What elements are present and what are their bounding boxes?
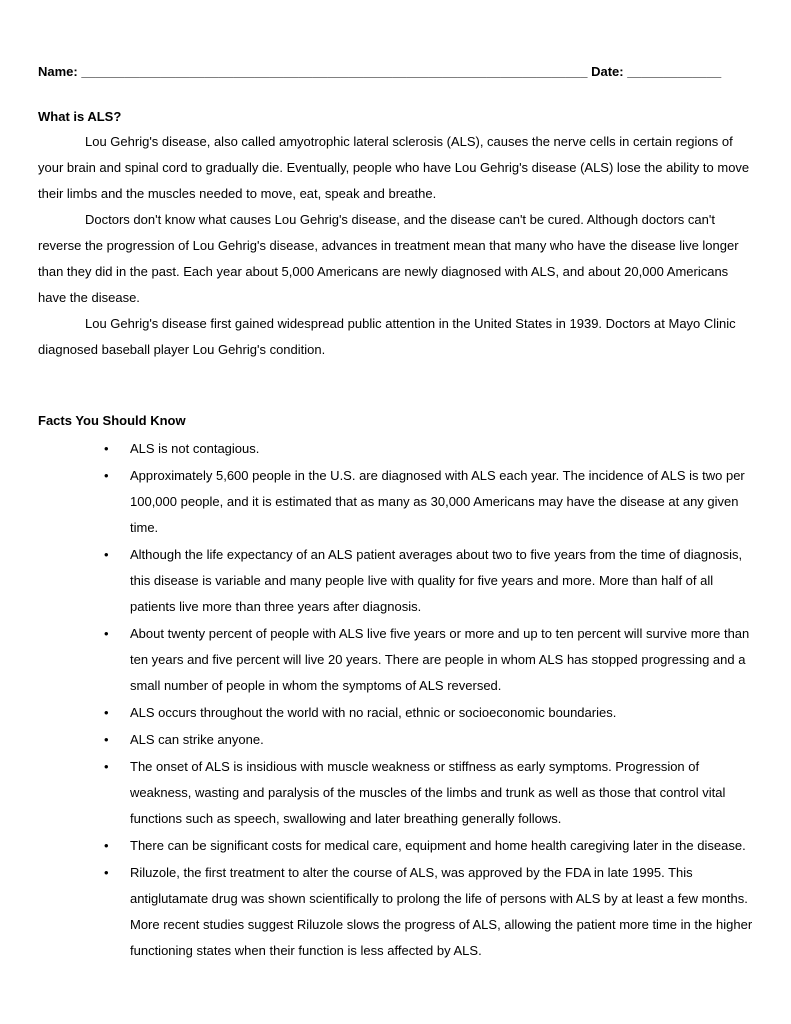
- bullet-icon: •: [104, 759, 109, 774]
- bullet-icon: •: [104, 441, 109, 456]
- bullet-icon: •: [104, 705, 109, 720]
- facts-list: [104, 436, 754, 965]
- list-item: [104, 621, 754, 699]
- bullet-icon: •: [104, 468, 109, 483]
- list-item-text: There can be significant costs for medical care, equipment and home health caregiving later in the disease.: [130, 838, 746, 853]
- list-item-text: ALS is not contagious.: [130, 441, 260, 456]
- paragraph: Doctors don't know what causes Lou Gehrig's disease, and the disease can't be cured. Although doctors can't reverse the progression of Lou Gehrig's disease, advances in treatment mean that many who have the disease live longer than they did in the past. Each year about 5,000 Americans are newly diagnosed with ALS, and about 20,000 Americans have the disease.: [38, 212, 739, 305]
- date-blank-line: _____________: [627, 64, 722, 79]
- bullet-icon: •: [104, 838, 109, 853]
- date-label: Date:: [591, 64, 624, 79]
- list-item-text: Riluzole, the first treatment to alter the course of ALS, was approved by the FDA in late 1995. This antiglutamate drug was shown scientifically to prolong the life of persons with ALS by at least a few months. More recent studies suggest Riluzole slows the progress of ALS, allowing the patient more time in the higher functioning states when their function is less affected by ALS.: [130, 865, 753, 958]
- bullet-icon: •: [104, 626, 109, 641]
- list-item-text: The onset of ALS is insidious with muscle weakness or stiffness as early symptoms. Progression of weakness, wasting and paralysis of the muscles of the limbs and trunk as well as those that control vital functions such as speech, swallowing and later breathing generally follows.: [130, 759, 726, 826]
- what-is-als-body: [38, 129, 754, 363]
- bullet-icon: •: [104, 732, 109, 747]
- bullet-icon: •: [104, 547, 109, 562]
- list-item: [104, 860, 754, 964]
- list-item-text: About twenty percent of people with ALS live five years or more and up to ten percent will survive more than ten years and five percent will live 20 years. There are people in whom ALS has stopped progressing and a small number of people in whom the symptoms of ALS reversed.: [130, 626, 750, 693]
- list-item-text: ALS can strike anyone.: [130, 732, 264, 747]
- what-is-als-heading: What is ALS?: [38, 109, 122, 124]
- list-item: [104, 754, 754, 832]
- name-blank-line: ______________________________________________________________________: [81, 64, 588, 79]
- list-item: [104, 542, 754, 620]
- list-item: [104, 833, 754, 859]
- list-item: [104, 727, 754, 753]
- list-item-text: ALS occurs throughout the world with no racial, ethnic or socioeconomic boundaries.: [130, 705, 617, 720]
- facts-heading: Facts You Should Know: [38, 413, 186, 428]
- list-item-text: Approximately 5,600 people in the U.S. are diagnosed with ALS each year. The incidence of ALS is two per 100,000 people, and it is estimated that as many as 30,000 Americans may have the disease at any given time.: [130, 468, 745, 535]
- list-item-text: Although the life expectancy of an ALS patient averages about two to five years from the time of diagnosis, this disease is variable and many people live with quality for five years and more. More than half of all patients live more than three years after diagnosis.: [130, 547, 743, 614]
- list-item: [104, 700, 754, 726]
- paragraph: Lou Gehrig's disease, also called amyotrophic lateral sclerosis (ALS), causes the nerve cells in certain regions of your brain and spinal cord to gradually die. Eventually, people who have Lou Gehrig's disease (ALS) lose the ability to move their limbs and the muscles needed to move, eat, speak and breathe.: [38, 134, 750, 201]
- list-item: [104, 463, 754, 541]
- list-item: [104, 436, 754, 462]
- bullet-icon: •: [104, 865, 109, 880]
- name-label: Name:: [38, 64, 78, 79]
- paragraph: Lou Gehrig's disease first gained widespread public attention in the United States in 1939. Doctors at Mayo Clinic diagnosed baseball player Lou Gehrig's condition.: [38, 316, 736, 357]
- name-date-header: [38, 64, 721, 79]
